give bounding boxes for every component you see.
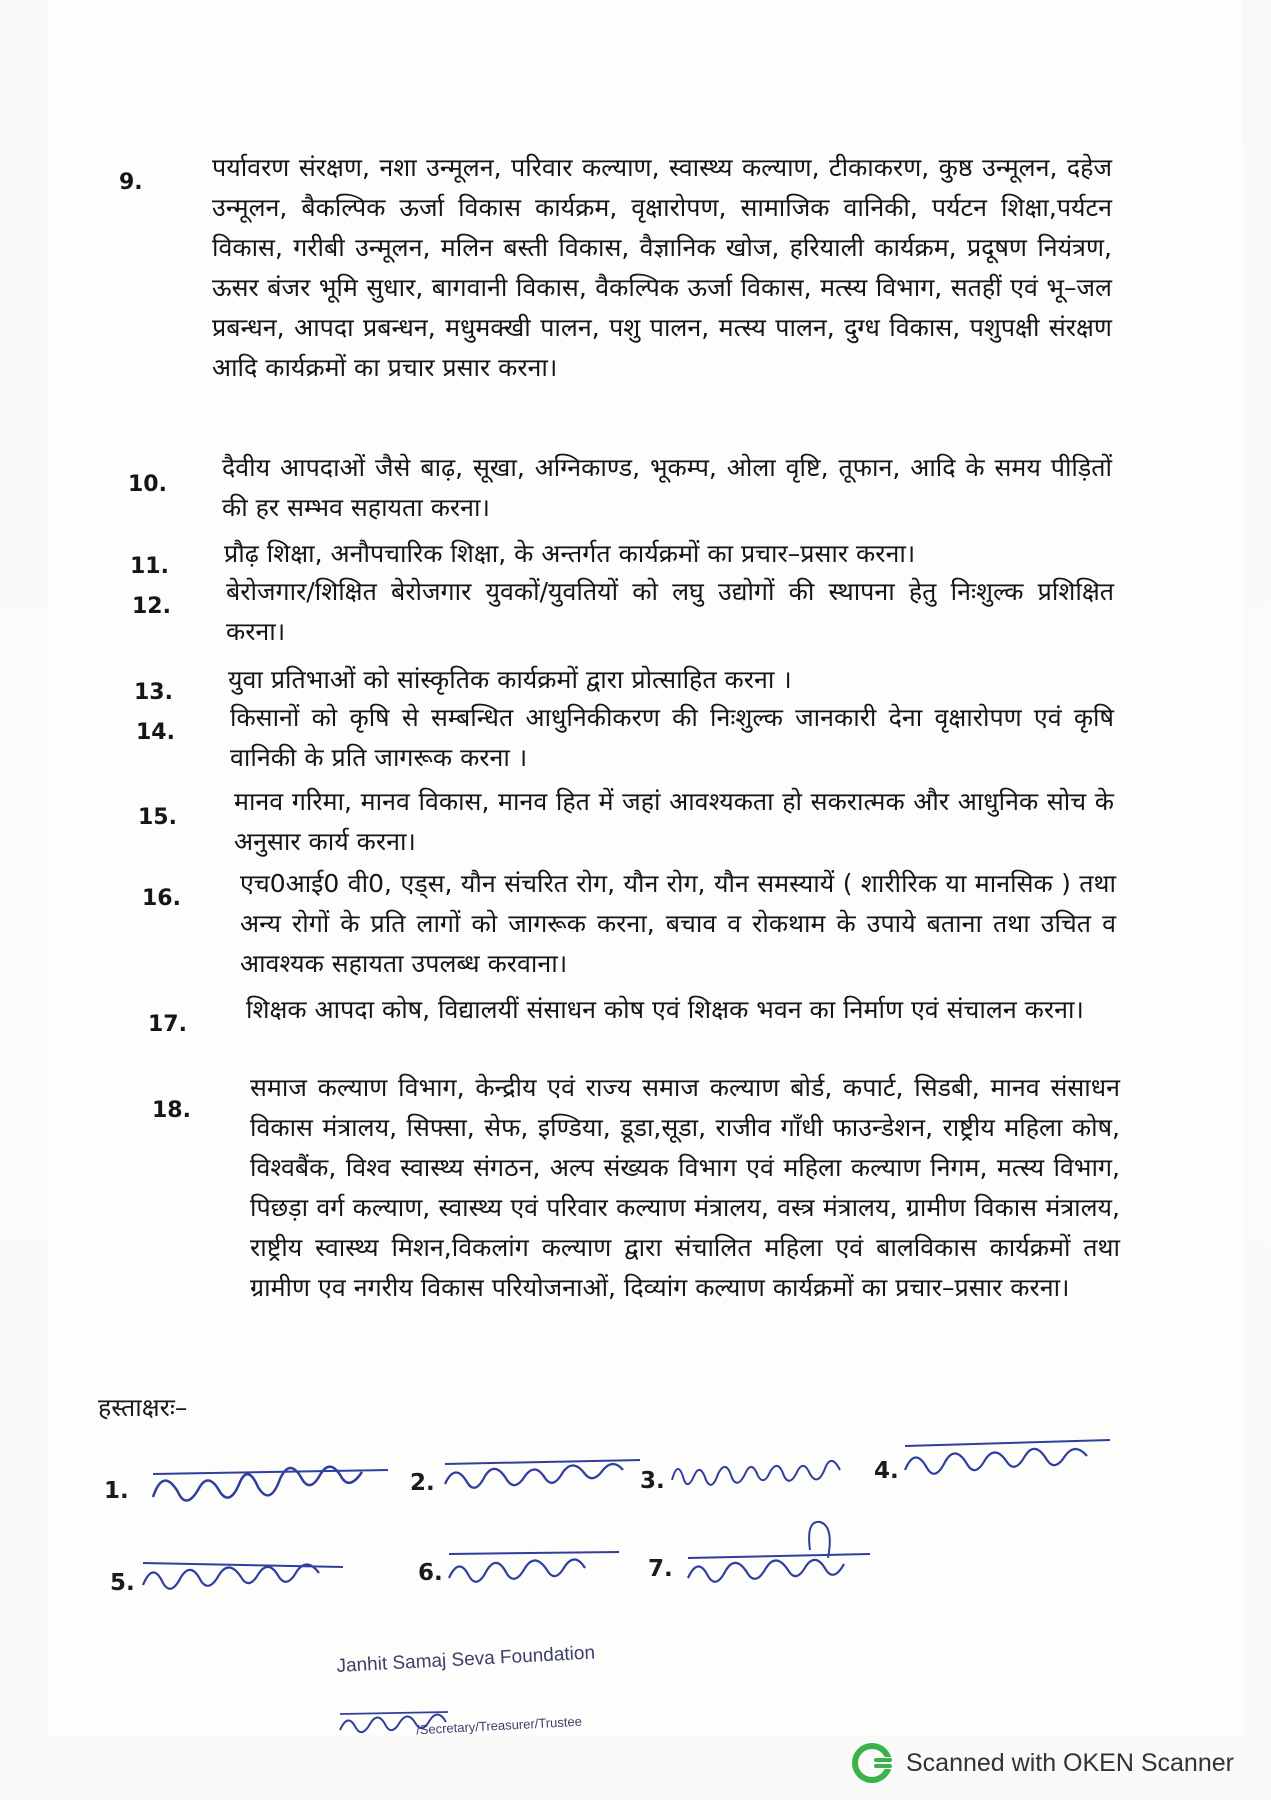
oken-scanner-icon	[852, 1743, 894, 1783]
scanner-watermark	[852, 1743, 1234, 1783]
item-text: बेरोजगार/शिक्षित बेरोजगार युवकों/युवतियों को लघु उद्योगों की स्थापना हेतु निःशुल्क प्रशिक्षित करना।	[226, 577, 1114, 646]
signature-number: 2.	[410, 1470, 435, 1496]
item-text: दैवीय आपदाओं जैसे बाढ़, सूखा, अग्निकाण्ड, भूकम्प, ओला वृष्टि, तूफान, आदि के समय पीड़ितों की हर सम्भव सहायता करना।	[222, 453, 1112, 522]
signatures-label: हस्ताक्षरः–	[98, 1393, 188, 1422]
signature-number: 4.	[874, 1458, 899, 1484]
signature-number: 3.	[640, 1468, 665, 1494]
item-text: मानव गरिमा, मानव विकास, मानव हित में जहां आवश्यकता हो सकरात्मक और आधुनिक सोच के अनुसार कार्य करना।	[234, 787, 1114, 856]
item-number: 13.	[134, 680, 173, 705]
item-text: युवा प्रतिभाओं को सांस्कृतिक कार्यक्रमों द्वारा प्रोत्साहित करना ।	[228, 665, 792, 694]
item-text: पर्यावरण संरक्षण, नशा उन्मूलन, परिवार कल्याण, स्वास्थ्य कल्याण, टीकाकरण, कुष्ठ उन्मूलन, दहेज उन्मूलन, बैकल्पिक ऊर्जा विकास कार्यक्रम, वृक्षारोपण, सामाजिक वानिकी, पर्यटन शिक्षा,पर्यटन विकास, गरीबी उन्मूलन, मलिन बस्ती विकास, वैज्ञानिक खोज, हरियाली कार्यक्रम, प्रदूषण नियंत्रण, ऊसर बंजर भूमि सुधार, बागवानी विकास, वैकल्पिक ऊर्जा विकास, मत्स्य विभाग, सतहीं एवं भू–जल प्रबन्धन, आपदा प्रबन्धन, मधुमक्खी पालन, पशु पालन, मत्स्य पालन, दुग्ध विकास, पशुपक्षी संरक्षण आदि कार्यक्रमों का प्रचार प्रसार करना।	[212, 153, 1112, 382]
scanner-text: Scanned with OKEN Scanner	[906, 1748, 1234, 1777]
handwritten-signature	[148, 1452, 398, 1522]
handwritten-signature	[900, 1430, 1115, 1490]
signature-number: 1.	[104, 1478, 129, 1504]
item-number: 10.	[128, 472, 167, 497]
item-text: समाज कल्याण विभाग, केन्द्रीय एवं राज्य समाज कल्याण बोर्ड, कपार्ट, सिडबी, मानव संसाधन विकास मंत्रालय, सिफ्सा, सेफ, इण्डिया, डूडा,सूडा, राजीव गाँधी फाउन्डेशन, राष्ट्रीय महिला कोष, विश्वबैंक, विश्व स्वास्थ्य संगठन, अल्प संख्यक विभाग एवं महिला कल्याण निगम, मत्स्य विभाग, पिछड़ा वर्ग कल्याण, स्वास्थ्य एवं परिवार कल्याण मंत्रालय, वस्त्र मंत्रालय, ग्रामीण विकास मंत्रालय, राष्ट्रीय स्वास्थ्य मिशन,विकलांग कल्याण द्वारा संचालित महिला एवं बालविकास कार्यक्रमों तथा ग्रामीण एव नगरीय विकास परियोजनाओं, दिव्यांग कल्याण कार्यक्रमों का प्रचार–प्रसार करना।	[250, 1073, 1120, 1302]
signature-number: 6.	[418, 1560, 443, 1586]
item-number: 11.	[130, 554, 169, 579]
item-number: 9.	[119, 170, 143, 195]
item-text: प्रौढ़ शिक्षा, अनौपचारिक शिक्षा, के अन्तर्गत कार्यक्रमों का प्रचार–प्रसार करना।	[224, 539, 916, 568]
stamp-role: /Secretary/Treasurer/Trustee	[415, 1713, 583, 1738]
handwritten-signature	[668, 1448, 878, 1498]
organization-stamp	[336, 1642, 656, 1746]
stamp-organization-name: Janhit Samaj Seva Foundation	[336, 1642, 596, 1677]
item-text: किसानों को कृषि से सम्बन्धित आधुनिकीकरण की निःशुल्क जानकारी देना वृक्षारोपण एवं कृषि वानिकी के प्रति जागरूक करना ।	[230, 703, 1114, 772]
handwritten-signature	[440, 1446, 645, 1501]
signature-number: 7.	[648, 1556, 673, 1582]
item-number: 18.	[152, 1098, 191, 1123]
item-text: शिक्षक आपदा कोष, विद्यालयीं संसाधन कोष एवं शिक्षक भवन का निर्माण एवं संचालन करना।	[246, 995, 1084, 1024]
item-number: 17.	[148, 1012, 187, 1037]
item-number: 16.	[142, 886, 181, 911]
handwritten-signature	[444, 1540, 624, 1595]
item-number: 14.	[136, 720, 175, 745]
item-number: 15.	[138, 805, 177, 830]
handwritten-signature	[680, 1510, 880, 1600]
handwritten-signature	[138, 1545, 353, 1605]
item-text: एच0आई0 वी0, एड्स, यौन संचरित रोग, यौन रोग, यौन समस्यायें ( शारीरिक या मानसिक ) तथा अन्य रोगों के प्रति लागों को जागरूक करना, बचाव व रोकथाम के उपाये बताना तथा उचित व आवश्यक सहायता उपलब्ध करवाना।	[240, 869, 1116, 978]
item-number: 12.	[132, 594, 171, 619]
signature-number: 5.	[110, 1570, 135, 1596]
